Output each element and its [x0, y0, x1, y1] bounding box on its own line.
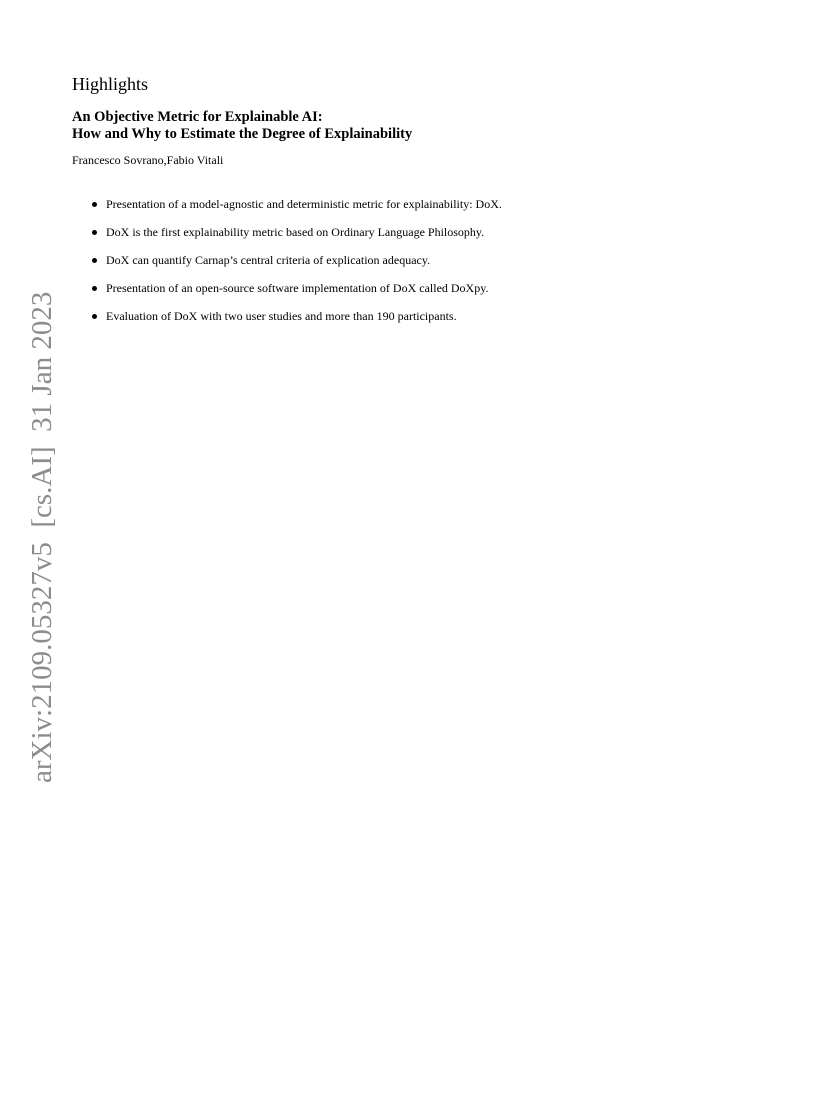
paper-authors: Francesco Sovrano,Fabio Vitali	[72, 153, 224, 167]
highlight-item	[91, 281, 502, 296]
bullet-icon	[92, 286, 97, 291]
highlight-text: Evaluation of DoX with two user studies and more than 190 participants.	[106, 309, 457, 323]
bullet-icon	[92, 314, 97, 319]
arxiv-identifier-stamp: arXiv:2109.05327v5 [cs.AI] 31 Jan 2023	[26, 291, 58, 783]
paper-title-line-1: An Objective Metric for Explainable AI:	[72, 109, 323, 125]
highlight-item	[91, 253, 502, 268]
highlights-list	[91, 197, 502, 337]
highlight-text: Presentation of a model-agnostic and deterministic metric for explainability: DoX.	[106, 197, 502, 211]
highlight-text: DoX is the first explainability metric based on Ordinary Language Philosophy.	[106, 225, 485, 239]
bullet-icon	[92, 230, 97, 235]
paper-title	[72, 109, 412, 143]
page-heading: Highlights	[72, 74, 149, 94]
bullet-icon	[92, 202, 97, 207]
bullet-icon	[92, 258, 97, 263]
paper-title-line-2: How and Why to Estimate the Degree of Explainability	[72, 126, 413, 142]
highlight-text: Presentation of an open-source software implementation of DoX called DoXpy.	[106, 281, 489, 295]
highlight-item	[91, 225, 502, 240]
highlight-text: DoX can quantify Carnap’s central criteria of explication adequacy.	[106, 253, 431, 267]
highlight-item	[91, 197, 502, 212]
highlight-item	[91, 309, 502, 324]
